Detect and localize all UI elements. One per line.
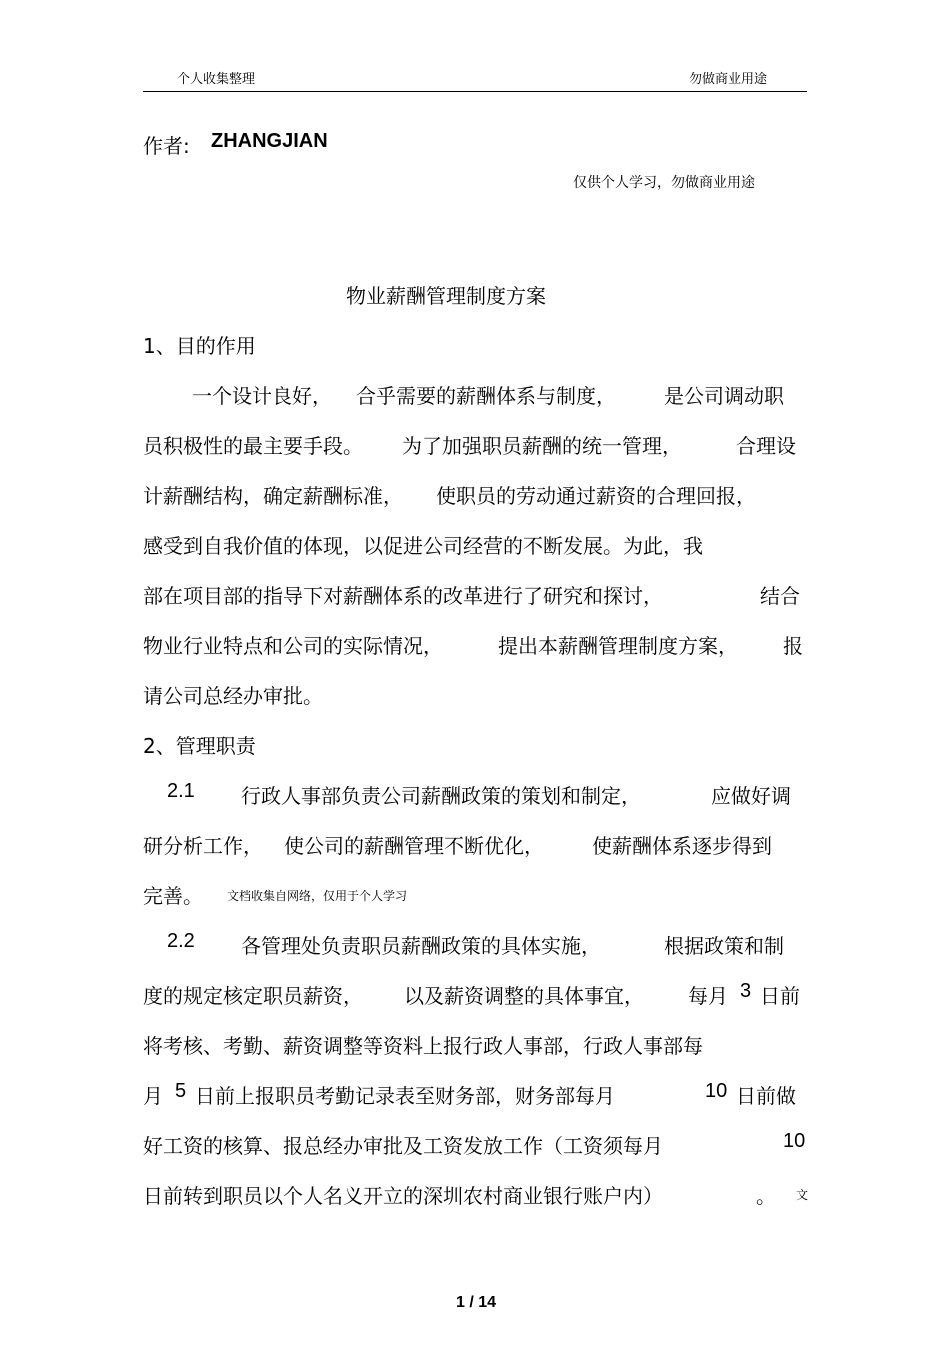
paragraph-text: 应做好调 [711,784,791,808]
author-label: 作者: [143,134,190,158]
paragraph-text: 好工资的核算、报总经办审批及工资发放工作（工资须每月 [143,1134,663,1158]
author-name: ZHANGJIAN [211,130,328,152]
paragraph-text: 使职员的劳动通过薪资的合理回报， [436,484,756,508]
paragraph-text: 将考核、考勤、薪资调整等资料上报行政人事部，行政人事部每 [143,1034,703,1058]
paragraph-text: 物业行业特点和公司的实际情况， [143,634,443,658]
paragraph-text: 是公司调动职 [664,384,784,408]
section-2-heading: 2、管理职责 [143,734,256,758]
paragraph-text: 每月 [688,984,728,1008]
paragraph-number: 5 [175,1080,187,1102]
paragraph-text: 计薪酬结构，确定薪酬标准， [143,484,403,508]
paragraph-text: 研分析工作， [143,834,263,858]
paragraph-text: 行政人事部负责公司薪酬政策的策划和制定， [241,784,641,808]
header-divider [143,91,807,92]
item-2-1-number: 2.1 [167,780,195,802]
paragraph-text: 一个设计良好， [192,384,332,408]
paragraph-text: 提出本薪酬管理制度方案， [498,634,738,658]
paragraph-text: 员积极性的最主要手段。 [143,434,363,458]
document-title: 物业薪酬管理制度方案 [346,284,546,308]
paragraph-text: 合乎需要的薪酬体系与制度， [356,384,616,408]
paragraph-text: 请公司总经办审批。 [143,684,323,708]
paragraph-text: 根据政策和制 [664,934,784,958]
item-2-2-number: 2.2 [167,930,195,952]
section-1-heading: 1、目的作用 [143,334,256,358]
paragraph-text: 日前做 [736,1084,796,1108]
header-left-text: 个人收集整理 [177,72,256,87]
page-number: 1 / 14 [456,1294,497,1311]
watermark-note: 文档收集自网络，仅用于个人学习 [227,889,408,903]
paragraph-text: 感受到自我价值的体现，以促进公司经营的不断发展。为此，我 [143,534,703,558]
paragraph-text: 使薪酬体系逐步得到 [592,834,772,858]
paragraph-text: 使公司的薪酬管理不断优化， [284,834,544,858]
paragraph-text: 部在项目部的指导下对薪酬体系的改革进行了研究和探讨， [143,584,663,608]
paragraph-number: 3 [740,980,752,1002]
paragraph-text: 日前 [760,984,800,1008]
watermark-fragment: 文 [796,1188,809,1202]
paragraph-number: 10 [783,1130,806,1152]
paragraph-text: 以及薪资调整的具体事宜， [404,984,644,1008]
paragraph-text: 。 [756,1184,776,1208]
paragraph-text: 合理设 [736,434,796,458]
header-right-text: 勿做商业用途 [689,72,768,87]
paragraph-text: 结合 [760,584,800,608]
paragraph-text: 各管理处负责职员薪酬政策的具体实施， [241,934,601,958]
paragraph-text: 报 [783,634,803,658]
paragraph-text: 度的规定核定职员薪资， [143,984,363,1008]
paragraph-text: 完善。 [143,884,203,908]
paragraph-text: 为了加强职员薪酬的统一管理， [402,434,682,458]
paragraph-text: 月 [143,1084,163,1108]
paragraph-text: 日前转到职员以个人名义开立的深圳农村商业银行账户内） [143,1184,663,1208]
paragraph-text: 日前上报职员考勤记录表至财务部，财务部每月 [195,1084,615,1108]
paragraph-number: 10 [705,1080,728,1102]
usage-notice: 仅供个人学习，勿做商业用途 [573,175,755,191]
